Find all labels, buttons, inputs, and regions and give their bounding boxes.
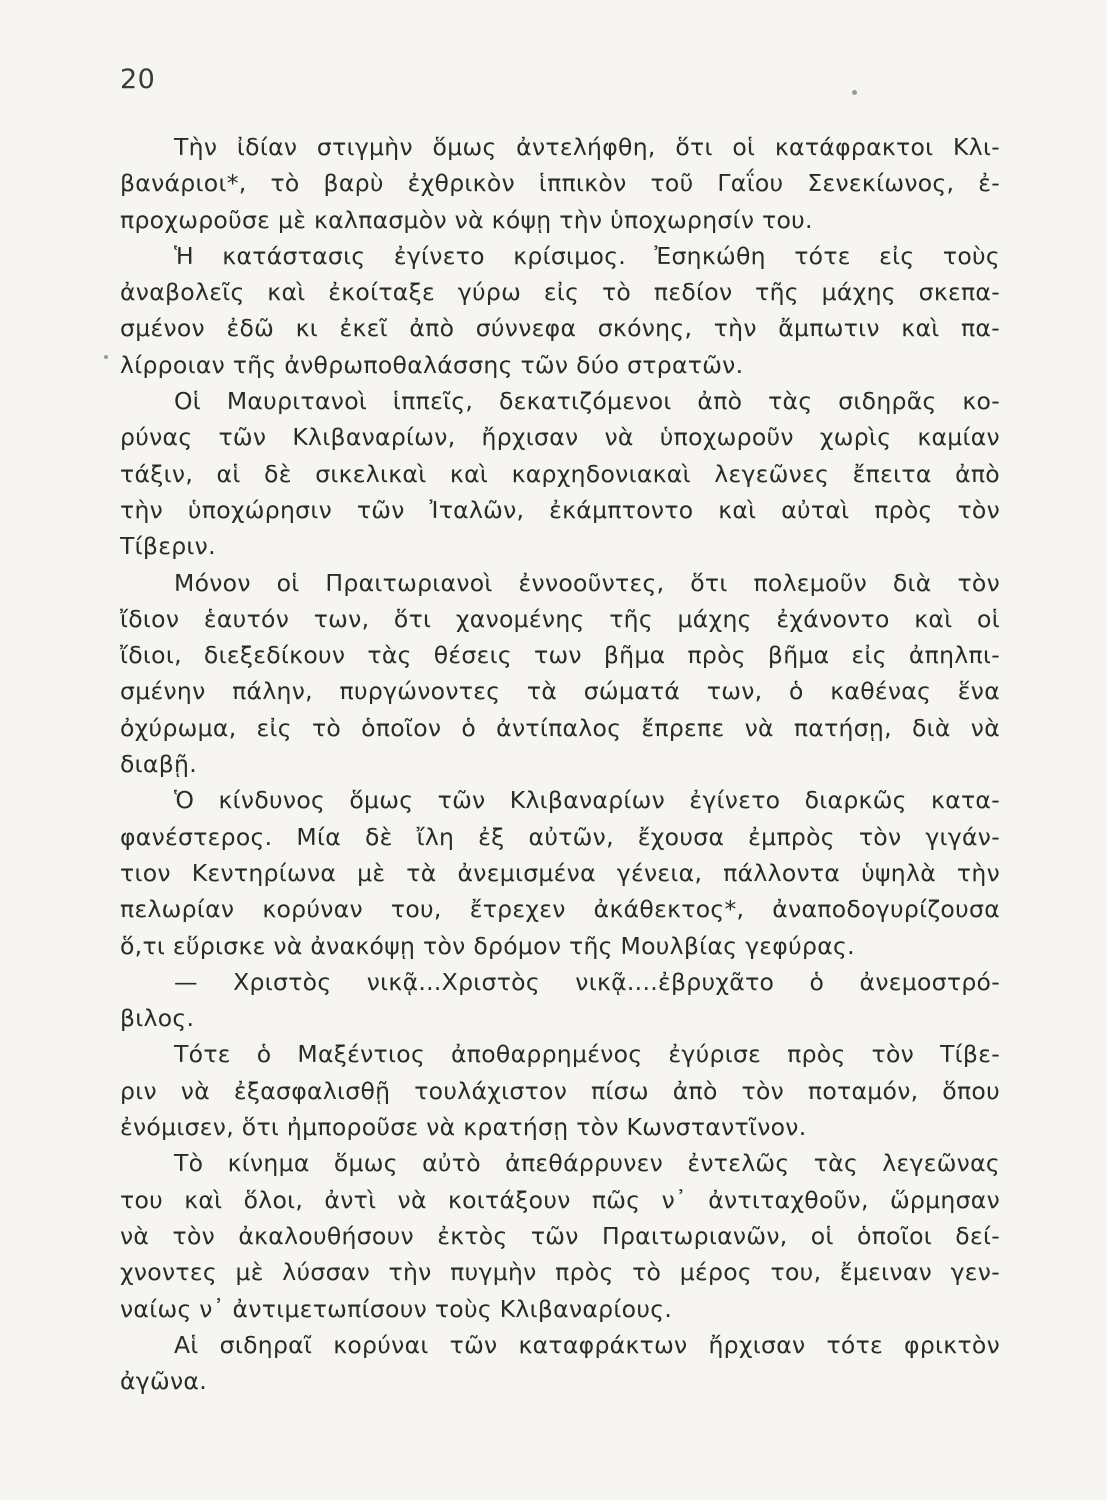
paper-speck [852,90,857,95]
text-line: διαβῇ. [120,750,197,779]
text-line: νὰ τὸν ἀκαλουθήσουν ἐκτὸς τῶν Πραιτωριανῶν, οἱ ὁποῖοι δεί- [120,1221,1000,1250]
text-line: Ὁ κίνδυνος ὅμως τῶν Κλιβαναρίων ἐγίνετο διαρκῶς κατα- [174,786,1000,815]
text-line: ναίως ν᾽ ἀντιμετωπίσουν τοὺς Κλιβαναρίους. [120,1294,673,1323]
text-line: φανέστερος. Μία δὲ ἴλη ἐξ αὐτῶν, ἔχουσα ἐμπρὸς τὸν γιγάν- [120,822,1000,851]
text-line: προχωροῦσε μὲ καλπασμὸν νὰ κόψῃ τὴν ὑποχωρησίν του. [120,205,813,234]
text-line: σμένην πάλην, πυργώνοντες τὰ σώματά των, ὁ καθένας ἕνα [120,677,1000,706]
text-line: — Χριστὸς νικᾷ...Χριστὸς νικᾷ....ἐβρυχᾶτο ὁ ἀνεμοστρό- [174,967,1000,996]
paper-speck [104,355,108,359]
text-line: βανάριοι*, τὸ βαρὺ ἐχθρικὸν ἱππικὸν τοῦ Γαΐου Σενεκίωνος, ἐ- [120,169,1000,198]
text-line: χνοντες μὲ λύσσαν τὴν πυγμὴν πρὸς τὸ μέρος του, ἔμειναν γεν- [120,1258,1000,1287]
text-line: λίρροιαν τῆς ἀνθρωποθαλάσσης τῶν δύο στρατῶν. [120,350,744,379]
text-line: Τίβεριν. [120,532,216,561]
text-line: τάξιν, αἱ δὲ σικελικαὶ καὶ καρχηδονιακαὶ λεγεῶνες ἔπειτα ἀπὸ [120,459,1000,488]
text-line: Αἱ σιδηραῖ κορύναι τῶν καταφράκτων ἤρχισαν τότε φρικτὸν [174,1330,1000,1359]
text-line: ἀγῶνα. [120,1367,207,1396]
text-line: τὴν ὑποχώρησιν τῶν Ἰταλῶν, ἐκάμπτοντο καὶ αὐταὶ πρὸς τὸν [120,495,1000,524]
text-line: ὅ,τι εὕρισκε νὰ ἀνακόψῃ τὸν δρόμον τῆς Μουλβίας γεφύρας. [120,931,855,960]
text-line: πελωρίαν κορύναν του, ἔτρεχεν ἀκάθεκτος*, ἀναποδογυρίζουσα [120,895,1000,924]
text-line: ἐνόμισεν, ὅτι ἠμποροῦσε νὰ κρατήσῃ τὸν Κωνσταντῖνον. [120,1113,807,1142]
text-line: βιλος. [120,1004,195,1033]
text-line: Τὸ κίνημα ὅμως αὐτὸ ἀπεθάρρυνεν ἐντελῶς τὰς λεγεῶνας [174,1149,1000,1178]
text-line: σμένον ἐδῶ κι ἐκεῖ ἀπὸ σύννεφα σκόνης, τὴν ἄμπωτιν καὶ πα- [120,314,1000,343]
text-line: Μόνον οἱ Πραιτωριανοὶ ἐννοοῦντες, ὅτι πολεμοῦν διὰ τὸν [174,568,1000,597]
text-line: ριν νὰ ἐξασφαλισθῇ τουλάχιστον πίσω ἀπὸ τὸν ποταμόν, ὅπου [120,1076,1000,1105]
text-line: ἴδιοι, διεξεδίκουν τὰς θέσεις των βῆμα πρὸς βῆμα εἰς ἀπηλπι- [120,641,1000,670]
text-line: Οἱ Μαυριτανοὶ ἱππεῖς, δεκατιζόμενοι ἀπὸ τὰς σιδηρᾶς κο- [174,387,1000,416]
text-line: τιον Κεντηρίωνα μὲ τὰ ἀνεμισμένα γένεια, πάλλοντα ὑψηλὰ τὴν [120,858,1000,887]
text-line: ἀναβολεῖς καὶ ἐκοίταξε γύρω εἰς τὸ πεδίον τῆς μάχης σκεπα- [120,278,1000,307]
text-line: ρύνας τῶν Κλιβαναρίων, ἤρχισαν νὰ ὑποχωροῦν χωρὶς καμίαν [120,423,1000,452]
text-line: Τότε ὁ Μαξέντιος ἀποθαρρημένος ἐγύρισε πρὸς τὸν Τίβε- [174,1040,1000,1069]
text-line: του καὶ ὅλοι, ἀντὶ νὰ κοιτάξουν πῶς ν᾽ ἀντιταχθοῦν, ὥρμησαν [120,1185,1000,1214]
page-number: 20 [120,64,156,95]
text-line: Τὴν ἰδίαν στιγμὴν ὅμως ἀντελήφθη, ὅτι οἱ κατάφρακτοι Κλι- [174,133,1000,161]
text-line: ἴδιον ἑαυτόν των, ὅτι χανομένης τῆς μάχης ἐχάνοντο καὶ οἱ [120,604,1000,633]
text-line: Ἡ κατάστασις ἐγίνετο κρίσιμος. Ἐσηκώθη τότε εἰς τοὺς [174,241,1000,270]
body-text [120,129,1000,1399]
text-line: ὀχύρωμα, εἰς τὸ ὁποῖον ὁ ἀντίπαλος ἔπρεπε νὰ πατήσῃ, διὰ νὰ [120,713,1000,742]
